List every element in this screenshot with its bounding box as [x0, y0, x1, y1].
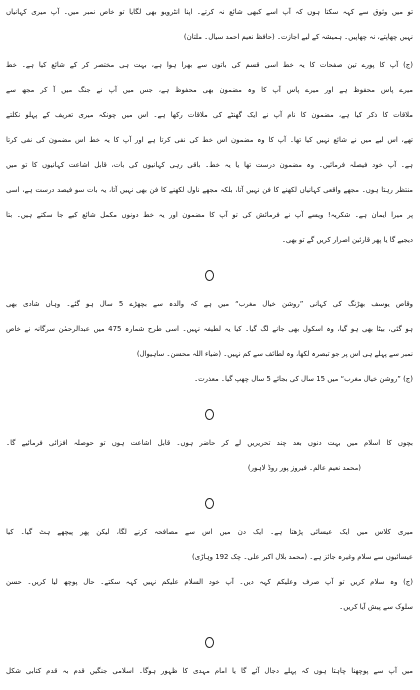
letter-line: ہو گئی، بیٹا بھی ہو گیا، وہ اسکول بھی جانے لگ گیا۔ کیا یہ لطیفہ نہیں۔ اسی طرح شمارہ 475 میں عبدالرحمٰن سرگانہ نے خاص: [6, 325, 413, 333]
reply-line: (ج) آپ کا پورے تین صفحات کا یہ خط اسی قسم کی باتوں سے بھرا ہوا ہے، بہت ہی مختصر کر کے شائع کیا ہے۔ خط: [6, 61, 413, 69]
reply-line: منتظر رہتا ہوں۔ مجھے واقعی کہانیاں لکھنے کا فن نہیں آتا، بلکہ مجھے ناول لکھنے کا فن بھی نہیں آتا، یہ بات سو فیصد درست ہے، اسی: [6, 186, 413, 194]
reply-line: (ج) ”روشن خیال مغرب“ میں 15 سال کی بجائے 5 سال چھپ گیا۔ معذرت۔: [194, 375, 413, 383]
letter-line: تو میں وثوق سے کہہ سکتا ہوں کہ آپ اسے کبھی شائع نہ کرتے۔ اپنا انٹرویو بھی لگایا تو خاص نمبر میں۔ آپ میری کہانیاں: [6, 8, 413, 16]
section-divider: [6, 392, 413, 431]
section-divider: [6, 481, 413, 520]
reply-line: پر میرا ایمان ہے۔ شکریہ! ویسے آپ نے فرمائش کی تو آپ کا مضمون اور یہ خط دونوں مکمل شائع کیے جا سکتے ہیں۔ بتا: [6, 211, 413, 219]
letter-line: نہیں چھاپتے، نہ چھاپیں۔ ہمیشہ کے لیے اجازت۔ (حافظ نعیم احمد سیال۔ ملتان): [183, 33, 413, 41]
reply-line: میرے پاس محفوظ ہے اور میرے پاس آپ کا وہ مضمون بھی محفوظ ہے، جس میں آپ نے جنگ میں آ کر مجھ سے: [6, 86, 413, 94]
reply-line: دیجیے گا یا پھر قارئین اصرار کریں گے تو بھی۔: [281, 236, 413, 244]
reply-line: (ج) وہ سلام کریں تو آپ صرف وعلیکم کہہ دیں۔ آپ خود السلام علیکم نہیں کہہ سکتے۔ حال پوچھ لیا کریں۔ حسن: [6, 578, 413, 586]
letter-line: میری کلاس میں ایک عیسائی پڑھتا ہے۔ ایک دن میں اس سے مصافحہ کرنے لگا، لیکن پھر پیچھے ہٹ گیا۔ کیا: [6, 528, 413, 536]
letter-line: میں آپ سے پوچھنا چاہتا ہوں کہ پہلے دجال آئے گا یا امام مہدی کا ظہور ہوگا۔ اسلامی جنگیں قدم بہ قدم کتابی شکل: [6, 667, 413, 675]
circle-divider-icon: [205, 498, 214, 509]
circle-divider-icon: [205, 637, 214, 648]
reply-line: سلوک سے پیش آیا کریں۔: [339, 603, 413, 611]
reply-line: تھے، اس لیے میں نے شائع نہیں کیا تھا۔ آپ کا وہ مضمون اس خط کی نفی کرتا ہے اور آپ کا یہ خط اس مضمون کی نفی کرتا: [6, 136, 413, 144]
letter-entry: [6, 520, 413, 620]
letter-entry: [6, 659, 413, 684]
reply-line: ملاقات کا ذکر کیا ہے، مضمون کا نام آپ نے ایک گھنٹے کی ملاقات رکھا ہے۔ اس میں چونکہ میری تعریف کے پہلو نکلتے: [6, 111, 413, 119]
letter-line: نمبر سے پہلے ہی اس پر جو تبصرہ لکھا، وہ لطائف سے کم نہیں۔ (ضیاء اللہ محسن۔ ساہیوال): [136, 350, 413, 358]
letter-signature: (محمد نعیم عالم۔ فیروز پور روڈ لاہور): [247, 464, 361, 472]
letter-entry: [6, 431, 413, 481]
reply-line: ہے۔ آپ خود فیصلہ فرمائیں۔ وہ مضمون درست تھا یا یہ خط۔ باقی رہی کہانیوں کی بات، قابل اشاعت کہانیوں کا تو میں: [6, 161, 413, 169]
circle-divider-icon: [205, 409, 214, 420]
letter-entry: [6, 0, 413, 253]
circle-divider-icon: [205, 270, 214, 281]
letter-line: عیسائیوں سے سلام وغیرہ جائز ہے۔ (محمد بلال اکبر علی۔ چک 192 وہاڑی): [191, 553, 413, 561]
section-divider: [6, 253, 413, 292]
section-divider: [6, 620, 413, 659]
letter-line: وقاص یوسف بھڑنگ کی کہانی ”روشن خیال مغرب“ میں ہے کہ والدہ سے بچھڑے 5 سال ہو گئے۔ وہاں شادی بھی: [6, 300, 413, 308]
letter-entry: [6, 292, 413, 392]
letter-line: بچوں کا اسلام میں بہت دنوں بعد چند تحریریں لے کر حاضر ہوں۔ قابل اشاعت ہوں تو حوصلہ افزائی فرمائیے گا۔: [6, 439, 413, 447]
